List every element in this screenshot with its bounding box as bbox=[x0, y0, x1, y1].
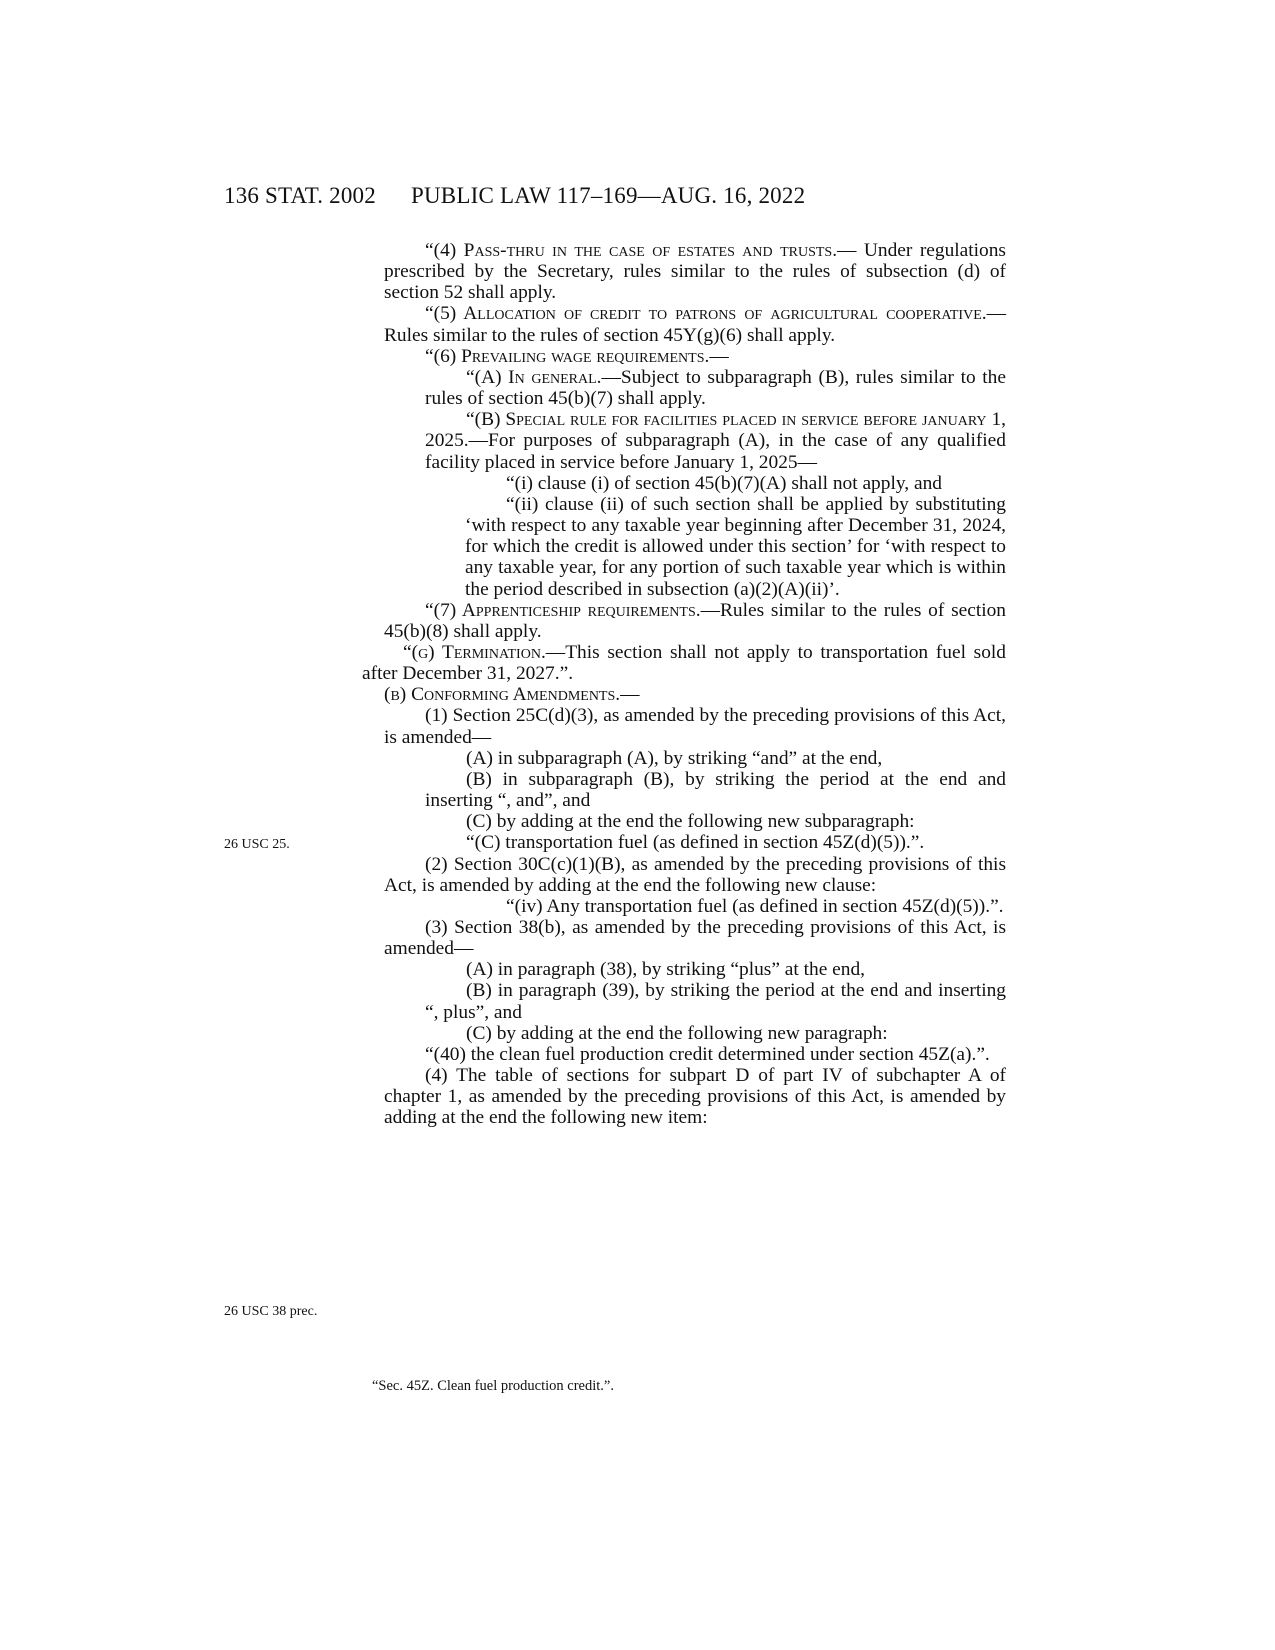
subsection-g-text: This section shall not apply to transportation fuel sold after December 31, 2027.”. bbox=[362, 641, 1006, 685]
paragraph-7-text: Rules similar to the rules of section 45(b)(8) shall apply. bbox=[384, 599, 1006, 642]
subparagraph-6a-text: Subject to subparagraph (B), rules similar to the rules of section 45(b)(7) shall apply. bbox=[425, 366, 1006, 410]
amendment-1: (1) Section 25C(d)(3), as amended by the preceding provisions of this Act, is amended— bbox=[384, 705, 1006, 748]
amendment-3a: (A) in paragraph (38), by striking “plus” at the end, bbox=[466, 959, 866, 981]
paragraph-4 bbox=[384, 240, 1006, 303]
amendment-1c: (C) by adding at the end the following new subparagraph: bbox=[466, 811, 915, 833]
amendment-3c: (C) by adding at the end the following new paragraph: bbox=[466, 1022, 888, 1044]
subsection-g-heading: “(g) Termination.— bbox=[403, 641, 566, 663]
paragraph-5-heading: “(5) Allocation of credit to patrons of agricultural cooperative.— bbox=[425, 303, 1006, 325]
running-header-title: PUBLIC LAW 117–169—AUG. 16, 2022 bbox=[411, 183, 806, 208]
amendment-3c-quoted-text: “(40) the clean fuel production credit determined under section 45Z(a).”. bbox=[425, 1043, 990, 1065]
margin-note-usc-25: 26 USC 25. bbox=[224, 837, 290, 852]
statute-body bbox=[362, 240, 1006, 1129]
paragraph-4-text: Under regulations prescribed by the Secretary, rules similar to the rules of subsection (d) of section 52 shall apply. bbox=[384, 240, 1006, 304]
paragraph-5 bbox=[384, 303, 1006, 345]
paragraph-5-text: Rules similar to the rules of section 45Y(g)(6) shall apply. bbox=[384, 324, 836, 346]
table-of-sections-item: “Sec. 45Z. Clean fuel production credit.”. bbox=[372, 1378, 614, 1394]
subparagraph-6b-heading: “(B) Special rule for facilities placed in service before january 1, 2025.— bbox=[425, 409, 1006, 452]
amendment-1b: (B) in subparagraph (B), by striking the period at the end and inserting “, and”, and bbox=[425, 768, 1006, 812]
stat-page-number: 136 STAT. 2002 bbox=[224, 183, 376, 208]
subparagraph-6a bbox=[384, 367, 1006, 409]
subsection-b-heading: (b) Conforming Amendments.— bbox=[384, 684, 640, 706]
clause-6b-ii: “(ii) clause (ii) of such section shall be applied by substituting ‘with respect to any taxable year beginning after December 31, 2024, for which the credit is allowed under this section’ for ‘with respect to any taxable year, for any portion of such taxable year which is within the period described in subsection (a)(2)(A)(ii)’. bbox=[465, 493, 1006, 600]
amendment-4: (4) The table of sections for subpart D of part IV of subchapter A of chapter 1, as amended by the preceding provisions of this Act, is amended by adding at the end the following new item: bbox=[384, 1065, 1006, 1129]
margin-note-usc-38-prec: 26 USC 38 prec. bbox=[224, 1304, 318, 1319]
subparagraph-6b-text: For purposes of subparagraph (A), in the case of any qualified facility placed in service before January 1, 2025— bbox=[425, 430, 1006, 473]
clause-6b-i: “(i) clause (i) of section 45(b)(7)(A) shall not apply, and bbox=[506, 472, 942, 494]
amendment-1c-quoted-text: “(C) transportation fuel (as defined in section 45Z(d)(5)).”. bbox=[466, 832, 925, 854]
amendment-3b: (B) in paragraph (39), by striking the period at the end and inserting “, plus”, and bbox=[425, 980, 1006, 1023]
amendment-1a: (A) in subparagraph (A), by striking “and” at the end, bbox=[466, 747, 883, 769]
amendment-2-quoted-text: “(iv) Any transportation fuel (as defined in section 45Z(d)(5)).”. bbox=[506, 895, 1004, 917]
subsection-g bbox=[362, 642, 1006, 684]
amendment-2: (2) Section 30C(c)(1)(B), as amended by the preceding provisions of this Act, is amended by adding at the end the following new clause: bbox=[384, 853, 1006, 896]
paragraph-6-heading: “(6) Prevailing wage requirements.— bbox=[425, 345, 729, 367]
paragraph-7 bbox=[384, 600, 1006, 642]
subparagraph-6b bbox=[384, 409, 1006, 472]
paragraph-4-heading: “(4) Pass-thru in the case of estates and trusts.— bbox=[425, 240, 857, 261]
subparagraph-6a-heading: “(A) In general.— bbox=[466, 366, 621, 388]
paragraph-7-heading: “(7) Apprenticeship requirements.— bbox=[425, 599, 720, 621]
amendment-3: (3) Section 38(b), as amended by the preceding provisions of this Act, is amended— bbox=[384, 917, 1006, 960]
